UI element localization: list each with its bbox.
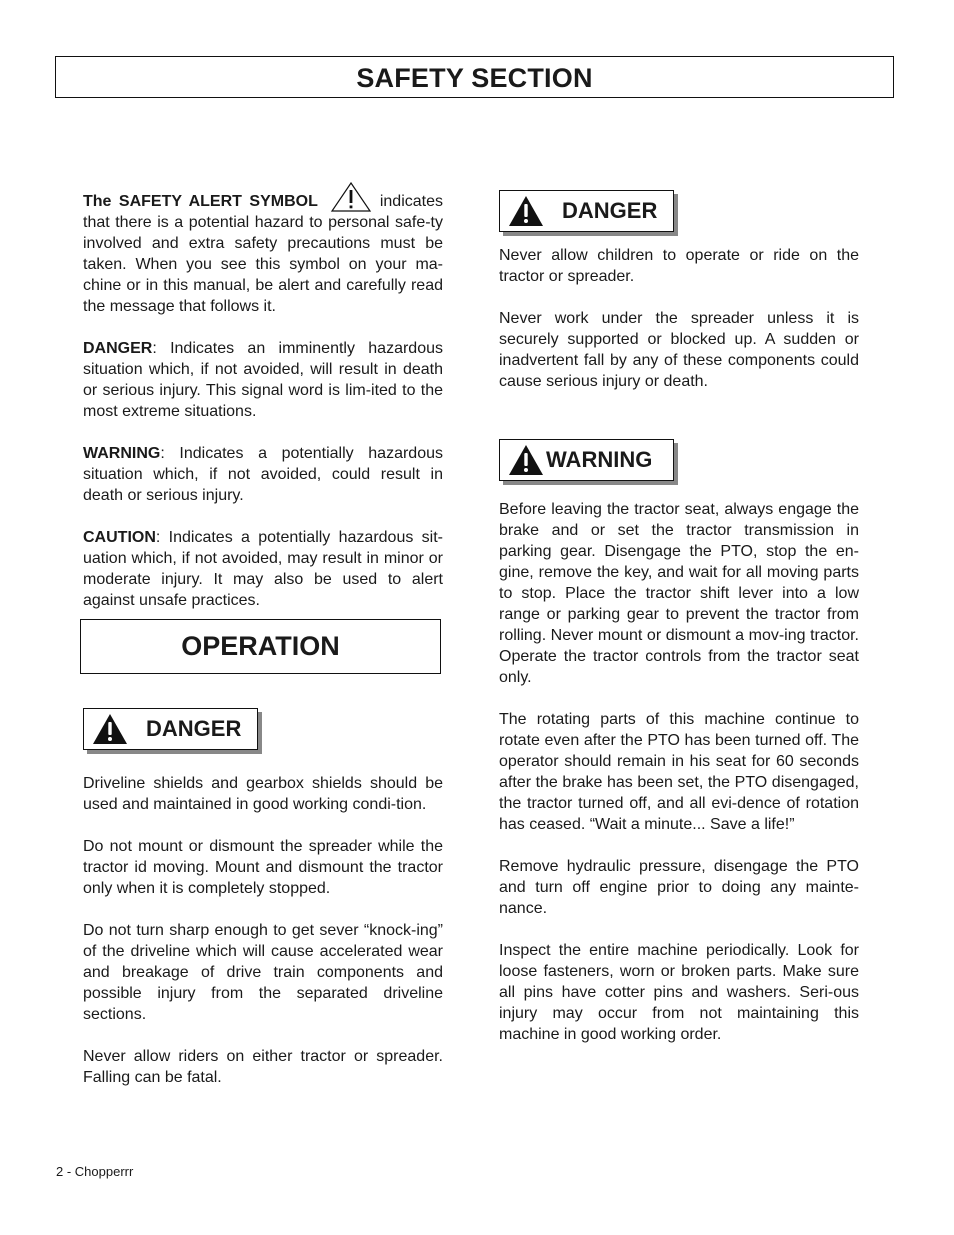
list-item: Before leaving the tractor seat, always engage the brake and or set the tractor transmission in parking gear. Disengage the PTO, stop the en-gine, remove the key, and wait for all moving parts to stop. Place the tractor shift lever into a low range or parking gear to prevent the tractor from rolling. Never mount or dismount a mov-ing tractor. Operate the tractor controls from the tractor seat only.	[499, 501, 859, 686]
danger-label-text: DANGER	[146, 716, 242, 741]
list-item: Do not turn sharp enough to get sever “knock-ing” of the driveline which will cause accelerated wear and breakage of drive train components and possible injury from the separated driveline sections.	[83, 922, 443, 1023]
right-warning-content	[499, 499, 859, 1066]
list-item: Remove hydraulic pressure, disengage the PTO and turn off engine prior to doing any mainte-nance.	[499, 858, 859, 917]
list-item: Never allow riders on either tractor or spreader. Falling can be fatal.	[83, 1048, 443, 1086]
definition-danger	[83, 338, 443, 422]
definition-text: : Indicates a potentially hazardous sit-uation which, if not avoided, may result in minor or moderate injury. It may also be used to alert against unsafe practices.	[83, 529, 443, 609]
page-title: SAFETY SECTION	[356, 63, 593, 93]
page-footer: 2 - Chopperrr	[56, 1164, 134, 1179]
safety-alert-lead: The SAFETY ALERT SYMBOL	[83, 193, 318, 210]
safety-alert-paragraph	[83, 182, 443, 317]
warning-triangle-icon	[92, 713, 128, 745]
definition-text: : Indicates a potentially hazardous situation which, if not avoided, could result in death or serious injury.	[83, 445, 443, 504]
definition-term: DANGER	[83, 340, 153, 357]
list-item: The rotating parts of this machine continue to rotate even after the PTO has been turned off. The operator should remain in his seat for 60 seconds after the brake has been set, the PTO disengaged, the tractor turned off, and all evi-dence of rotation has ceased. “Wait a minute... Save a life!”	[499, 711, 859, 833]
operation-header	[80, 619, 441, 674]
danger-signal-label	[499, 190, 674, 232]
left-danger-content	[83, 773, 443, 1109]
safety-section-header	[55, 56, 894, 98]
definition-caution	[83, 527, 443, 611]
warning-signal-label	[499, 439, 674, 481]
danger-label-text: DANGER	[562, 198, 658, 223]
definition-warning	[83, 443, 443, 506]
list-item: Inspect the entire machine periodically. Look for loose fasteners, worn or broken parts. Make sure all pins have cotter pins and washers. Seri-ous injury may occur from not maintaining this machine in good working order.	[499, 942, 859, 1043]
list-item: Never work under the spreader unless it is securely supported or blocked up. A sudden or inadvertent fall by any of these components could cause serious injury or death.	[499, 310, 859, 390]
list-item: Do not mount or dismount the spreader while the tractor id moving. Mount and dismount the tractor only when it is completely stopped.	[83, 838, 443, 897]
operation-title: OPERATION	[181, 631, 340, 661]
warning-label-text: WARNING	[546, 447, 653, 472]
warning-triangle-icon	[508, 444, 544, 476]
warning-triangle-icon	[508, 195, 544, 227]
list-item: Never allow children to operate or ride on the tractor or spreader.	[499, 247, 859, 285]
danger-signal-label	[83, 708, 258, 750]
definition-text: : Indicates an imminently hazardous situation which, if not avoided, will result in death or serious injury. This signal word is lim-ited to the most extreme situations.	[83, 340, 443, 420]
right-danger-content	[499, 245, 859, 413]
definition-term: CAUTION	[83, 529, 156, 546]
safety-alert-outline-icon	[330, 182, 372, 212]
definition-term: WARNING	[83, 445, 161, 462]
safety-alert-body: indicates that there is a potential hazard to personal safe-ty involved and extra safety precautions must be taken. When you see this symbol on your ma-chine or in this manual, be alert and carefully read the message that follows it.	[83, 193, 443, 315]
left-column-intro	[83, 182, 443, 632]
list-item: Driveline shields and gearbox shields should be used and maintained in good working condi-tion.	[83, 775, 443, 813]
